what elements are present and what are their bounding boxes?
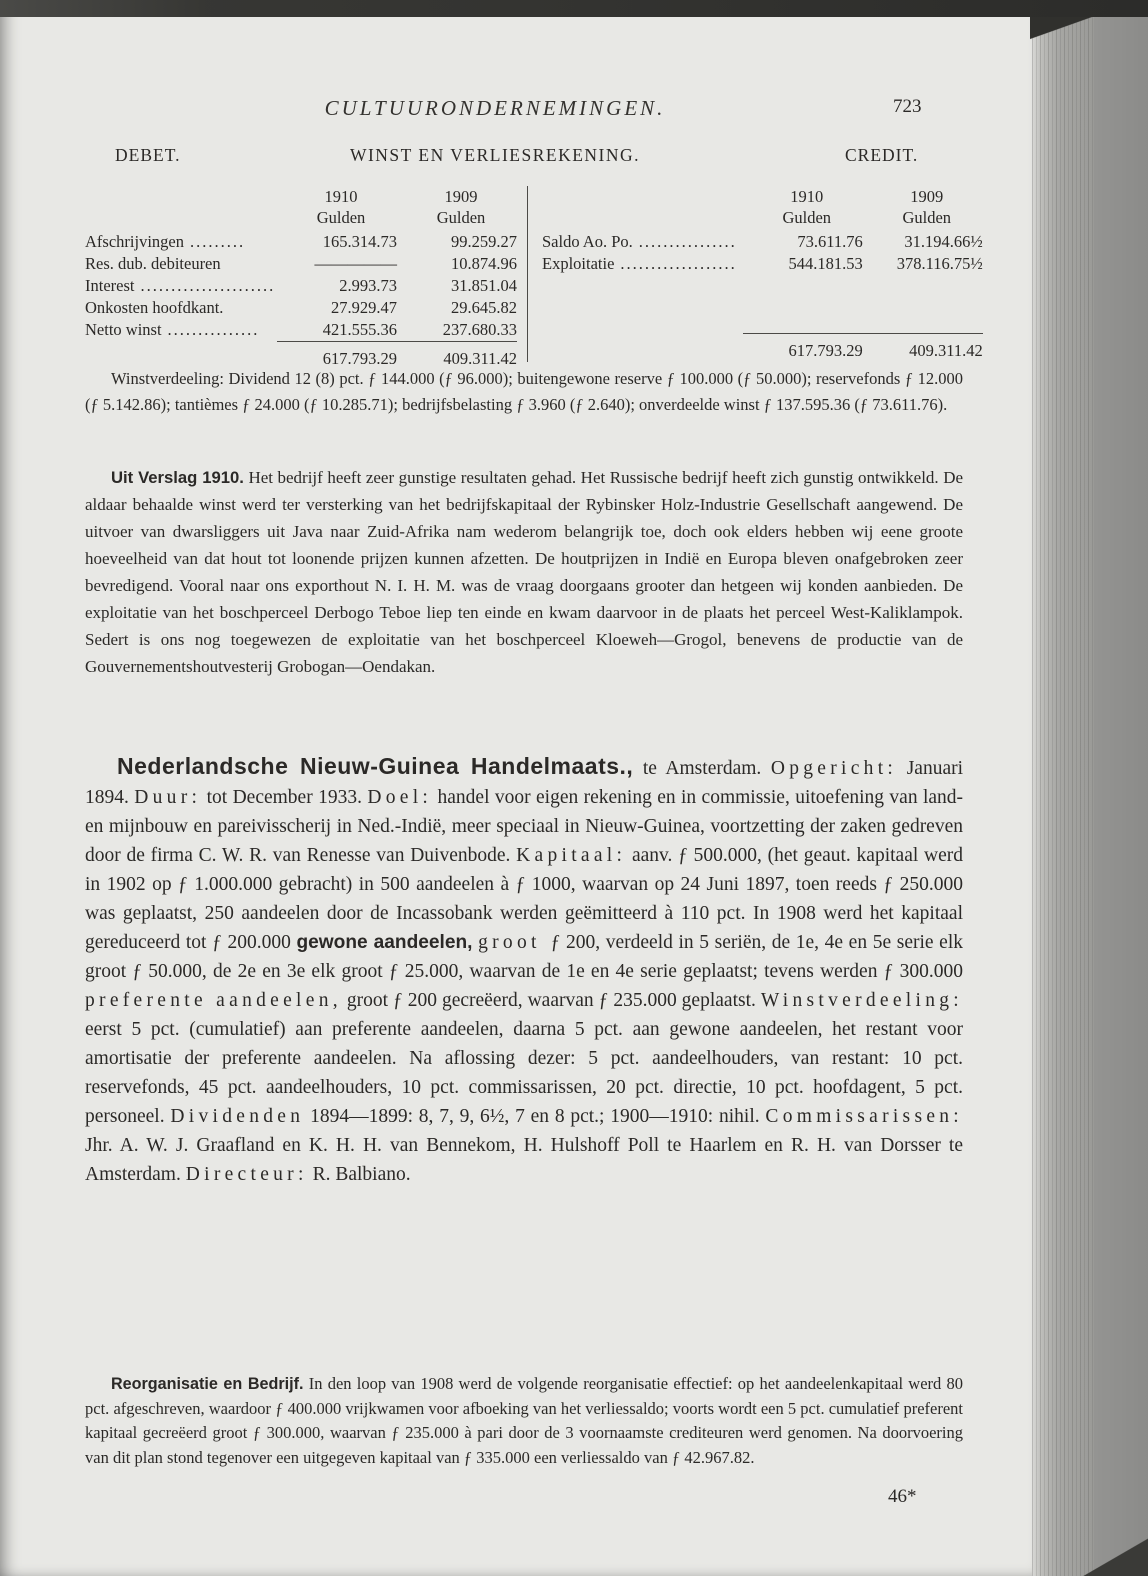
company-entry-paragraph: Nederlandsche Nieuw-Guinea Handelmaats., te Amsterdam. Opgericht: Januari 1894. Duur: tot December 1933. Doel: handel voor eigen rekening en in commissie, uitoefening van land- en mijnbouw en pareivisscherij in Ned.-Indië, meer speciaal in Nieuw-Guinea, voortzetting der zaken gedreven door de firma C. W. R. van Renesse van Duivenbode. Kapitaal: aanv. ƒ 500.000, (het geaut. kapitaal werd in 1902 op ƒ 1.000.000 gebracht) in 500 aandeelen à ƒ 1000, waarvan op 24 Juni 1897, toen reeds ƒ 250.000 was geplaatst, 250 aandeelen door de Incassobank werden geëmitteerd à 110 pct. In 1908 werd het kapitaal gereduceerd tot ƒ 200.000 gewone aandeelen, groot ƒ 200, verdeeld in 5 seriën, de 1e, 4e en 5e serie elk groot ƒ 50.000, de 2e en 3e elk groot ƒ 25.000, waarvan de 1e en 4e serie geplaatst; tevens werden ƒ 300.000 preferente aandeelen, groot ƒ 200 gecreëerd, waarvan ƒ 235.000 geplaatst. Winstverdeeling: eerst 5 pct. (cumulatief) aan preferente aandeelen, daarna 5 pct. aan gewone aandeelen, het restant voor amortisatie der preferente aandeelen. Na aflossing dezer: 5 pct. aandeelhouders, van restant: 10 pct. reservefonds, 45 pct. aandeelhouders, 10 pct. commissarissen, 20 pct. directie, 10 pct. hoofdagent, 5 pct. personeel. Dividenden 1894—1899: 8, 7, 9, 6½, 7 en 8 pct.; 1900—1910: nihil. Commissarissen: Jhr. A. W. J. Graafland en K. H. H. van Bennekom, H. Hulshoff Poll te Haarlem en R. H. van Dorsser te Amsterdam. Directeur: R. Balbiano. <box>85 753 964 1185</box>
scan-background <box>1094 0 1148 1576</box>
reorganisatie-body: In den loop van 1908 werd de volgende reorganisatie effectief: op het aandeelenkapitaal werd 80 pct. afgeschreven, waardoor ƒ 400.000 vrijkwamen voor afboeking van het verliessaldo; voorts wordt een 5 pct. cumulatief preferent kapitaal gecreëerd groot ƒ 300.000, waarvan ƒ 235.000 à pari door de 3 voornaamste crediteuren werd genomen. Na doorvoering van dit plan stond tegenover een uitgegeven kapitaal van ƒ 335.000 een verliessaldo van ƒ 42.967.82. <box>85 1374 963 1467</box>
dot-leader: ............... <box>167 320 260 339</box>
credit-column <box>527 186 983 362</box>
page-number: 723 <box>893 96 922 117</box>
scan-corner-shadow-bottom-right <box>1072 1532 1148 1576</box>
running-header <box>85 96 960 126</box>
directeur-label: Directeur: <box>185 1164 308 1185</box>
signature-mark: 46* <box>888 1486 917 1507</box>
gulden-label: Gulden <box>316 208 366 227</box>
credit-total-row <box>542 333 983 361</box>
table-row: Interest ...................... 2.993.73 31.851.04 <box>85 276 517 295</box>
total-rule: 617.793.29 409.311.42 <box>743 333 983 361</box>
year-1909-label: 1909 <box>910 187 944 206</box>
gulden-label: Gulden <box>902 208 952 227</box>
scan-top-shadow <box>0 0 1148 17</box>
dot-leader: ...................... <box>140 276 276 295</box>
dot-leader: ................ <box>638 232 737 251</box>
preferente-aandeelen-spaced: preferente aandeelen, <box>85 990 342 1011</box>
table-row: Onkosten hoofdkant. 27.929.47 29.645.82 <box>85 298 517 317</box>
credit-year-header <box>542 186 983 228</box>
winstverdeeling-label: Winstverdeeling: <box>760 990 963 1011</box>
dot-leader: ......... <box>189 232 246 251</box>
commissarissen-label: Commissarissen: <box>765 1106 964 1127</box>
verslag-body: Het bedrijf heeft zeer gunstige resultaten gehad. Het Russische bedrijf heeft zich gunstig ontwikkeld. De aldaar behaalde winst werd ter versterking van het bedrijfskapitaal der Rybinsker Holz-Industrie Gesellschaft aangewend. De uitvoer van dwarsliggers uit Java naar Zuid-Afrika nam wederom belangrijk toe, doch ook elders hebben wij eene groote hoeveelheid van dat hout tot loonende prijzen kunnen afzetten. De houtprijzen in Indië en Europa bleven onafgebroken zeer bevredigend. Vooral naar ons exporthout N. I. H. M. was de vraag doorgaans grooter dan hetgeen wij konden aanbieden. De exploitatie van het boschperceel Derbogo Teboe liep ten einde en kwam daarvoor in de plaats het perceel West-Kaliklampok. Sedert is ons nog toegewezen de exploitatie van het boschperceel Kloeweh—Grogol, benevens de productie van de Gouvernementshoutvesterij Grobogan—Oendakan. <box>85 468 964 676</box>
gewone-aandeelen-bold: gewone aandeelen, <box>296 932 473 953</box>
gulden-label: Gulden <box>436 208 486 227</box>
winstverdeeling-paragraph: Winstverdeeling: Dividend 12 (8) pct. ƒ 144.000 (ƒ 96.000); buitengewone reserve ƒ 100.000 (ƒ 50.000); reservefonds ƒ 12.000 (ƒ 5.142.86); tantièmes ƒ 24.000 (ƒ 10.285.71); bedrijfsbelasting ƒ 3.960 (ƒ 2.640); onverdeelde winst ƒ 137.595.36 (ƒ 73.611.76). <box>85 369 963 414</box>
debet-year-header <box>85 186 517 228</box>
running-head-title: CULTUURONDERNEMINGEN. <box>324 96 666 120</box>
book-pages-edge <box>1032 0 1094 1576</box>
debet-column <box>85 186 527 368</box>
profit-loss-table <box>85 186 983 368</box>
account-header-row <box>85 145 960 171</box>
year-1909-label: 1909 <box>444 187 478 206</box>
kapitaal-label: Kapitaal: <box>516 845 627 866</box>
dividenden-label: Dividenden <box>170 1106 305 1127</box>
table-row: Saldo Ao. Po. ................ 73.611.76 31.194.66½ <box>542 232 983 251</box>
table-row: Afschrijvingen ......... 165.314.73 99.259.27 <box>85 232 517 251</box>
credit-label: CREDIT. <box>845 145 919 165</box>
dot-leader: ................... <box>620 254 737 273</box>
debet-total-row <box>85 341 517 369</box>
year-1910-label: 1910 <box>790 187 824 206</box>
reorganisatie-lead: Reorganisatie en Bedrijf. <box>111 1375 304 1393</box>
gulden-label: Gulden <box>782 208 832 227</box>
table-row: Exploitatie ................... 544.181.53 378.116.75½ <box>542 254 983 273</box>
year-1910-label: 1910 <box>324 187 358 206</box>
company-name: Nederlandsche Nieuw-Guinea Handelmaats., <box>117 753 634 779</box>
debet-label: DEBET. <box>115 145 181 165</box>
account-title: WINST EN VERLIESREKENING. <box>349 145 641 165</box>
total-rule: 617.793.29 409.311.42 <box>277 341 517 369</box>
verslag-lead: Uit Verslag 1910. <box>111 468 244 487</box>
table-row: Netto winst ............... 421.555.36 237.680.33 <box>85 320 517 339</box>
opgericht-label: Opgericht: <box>770 758 898 779</box>
doel-label: Doel: <box>367 787 433 808</box>
verslag-1910-paragraph <box>85 464 963 680</box>
table-row: Res. dub. debiteuren ————— 10.874.96 <box>85 254 517 273</box>
reorganisatie-paragraph <box>85 1372 963 1470</box>
duur-label: Duur: <box>134 787 202 808</box>
